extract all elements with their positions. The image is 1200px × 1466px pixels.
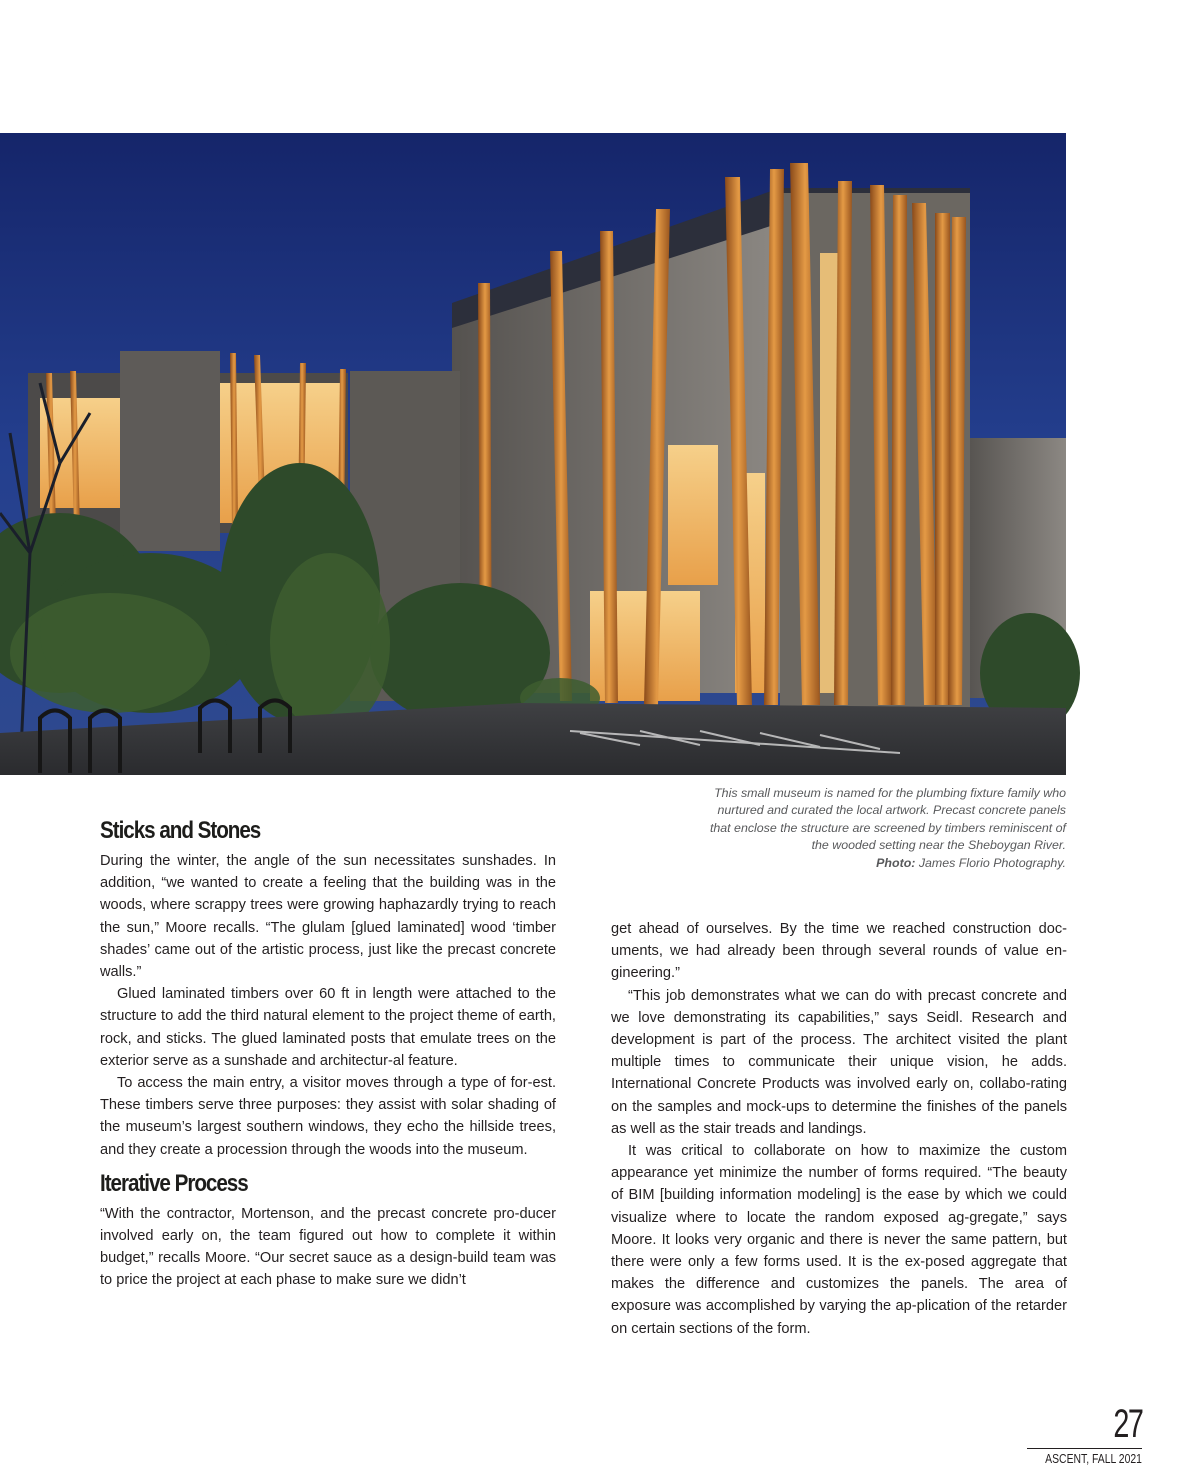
paragraph: Glued laminated timbers over 60 ft in length were attached to the structure to add the third natural element to the project theme of earth, rock, and sticks. The glued laminated posts that emulate trees on the exterior serve as a sunshade and architectur-al feature. bbox=[100, 986, 556, 1069]
photo-credit-text: James Florio Photography. bbox=[915, 855, 1066, 870]
photo-caption bbox=[620, 785, 1066, 872]
paragraph: “With the contractor, Mortenson, and the precast concrete pro-ducer involved early on, the team figured out how to complete it within budget,” recalls Moore. “Our secret sauce as a design-build team was to price the project at each phase to make sure we didn’t bbox=[100, 1205, 556, 1289]
issue-label: ASCENT, FALL 2021 bbox=[1045, 1451, 1142, 1466]
museum-photo bbox=[0, 133, 1066, 775]
caption-line: nurtured and curated the local artwork. Precast concrete panels bbox=[717, 803, 1066, 818]
article-column-left bbox=[100, 816, 556, 1292]
article-column-right bbox=[611, 918, 1067, 1340]
caption-line: the wooded setting near the Sheboygan River. bbox=[811, 838, 1066, 853]
photo-credit bbox=[620, 855, 1066, 872]
paragraph: During the winter, the angle of the sun necessitates sunshades. In addition, “we wanted to create a feeling that the building was in the woods, where scrappy trees were growing haphazardly trying to reach the sun,” Moore recalls. “The glulam [glued laminated] wood ‘timber shades’ came out of the artistic process, just like the precast concrete walls.” bbox=[100, 853, 556, 981]
caption-line: This small museum is named for the plumbing fixture family who bbox=[714, 786, 1066, 800]
photo-credit-label: Photo: bbox=[876, 855, 916, 870]
paragraph: It was critical to collaborate on how to maximize the custom appearance yet minimize the number of forms required. “The beauty of BIM [building information modeling] is the ease by which we could visualize where to locate the random exposed ag-gregate,” says Moore. It looks very organic and there is never the same pattern, but there were only a few forms used. It is the ex-posed aggregate that makes the difference and customizes the panels. The area of exposure was accomplished by varying the ap-plication of the retarder on certain sections of the form. bbox=[611, 1143, 1067, 1337]
paragraph: get ahead of ourselves. By the time we reached construction doc-uments, we had already been through several rounds of value en-gineering.” bbox=[611, 921, 1067, 982]
section-heading: Sticks and Stones bbox=[100, 817, 261, 844]
caption-line: that enclose the structure are screened by timbers reminiscent of bbox=[709, 820, 1066, 835]
paragraph: To access the main entry, a visitor moves through a type of for-est. These timbers serve three purposes: they assist with solar shading of the museum’s largest southern windows, they echo the hillside trees, and they create a procession through the woods into the museum. bbox=[100, 1075, 556, 1158]
section-heading: Iterative Process bbox=[100, 1169, 248, 1197]
page-number: 27 bbox=[1112, 1402, 1142, 1446]
paragraph: “This job demonstrates what we can do with precast concrete and we love demonstrating its capabilities,” says Seidl. Research and development is part of the process. The architect visited the plant multiple times to communicate their unique vision, he adds. International Concrete Products was involved early on, collabo-rating on the samples and mock-ups to determine the finishes of the panels as well as the stair treads and landings. bbox=[611, 987, 1067, 1137]
folio-divider bbox=[1027, 1448, 1142, 1449]
building-photo-icon bbox=[0, 133, 1066, 775]
